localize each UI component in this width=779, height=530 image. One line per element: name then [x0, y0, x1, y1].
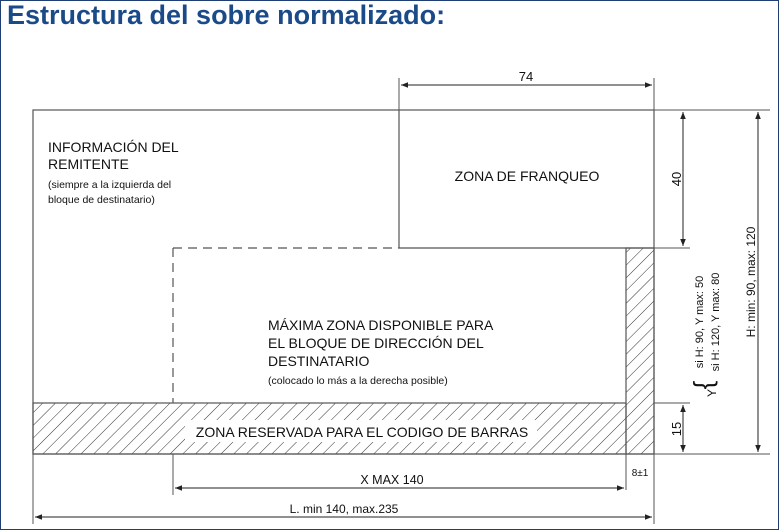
dim-l-label: L. min 140, max.235 [289, 502, 399, 516]
sender-line-1: INFORMACIÓN DEL [48, 139, 179, 155]
dim-margin-label: 8±1 [631, 468, 649, 479]
address-block-note: (colocado lo más a la derecha posible) [268, 375, 448, 387]
dim-h-label: H: min: 90, max: 120 [744, 226, 758, 338]
address-block-line-2: EL BLOQUE DE DIRECCIÓN DEL [268, 335, 484, 351]
y-brace: { [688, 380, 718, 390]
right-margin-hatch [626, 248, 654, 454]
stamp-zone-label: ZONA DE FRANQUEO [454, 168, 600, 184]
dim-74-label: 74 [518, 69, 534, 84]
dim-40-label: 40 [669, 171, 684, 187]
sender-note-2: bloque de destinatario) [48, 194, 155, 206]
address-block-line-1: MÁXIMA ZONA DISPONIBLE PARA [268, 317, 494, 333]
dim-xmax-label: X MAX 140 [360, 473, 424, 487]
dim-15-label: 15 [669, 421, 684, 437]
address-block-line-3: DESTINATARIO [268, 353, 370, 369]
y-label: Y [705, 388, 719, 398]
barcode-zone-label: ZONA RESERVADA PARA EL CODIGO DE BARRAS [195, 424, 529, 440]
sender-note-1: (siempre a la izquierda del [48, 179, 172, 191]
page-title: Estructura del sobre normalizado: [7, 0, 446, 30]
y-note-h120: si H: 120, Y max: 80 [710, 272, 722, 372]
y-note-h90: si H: 90, Y max: 50 [694, 275, 706, 369]
sender-line-2: REMITENTE [48, 156, 129, 172]
